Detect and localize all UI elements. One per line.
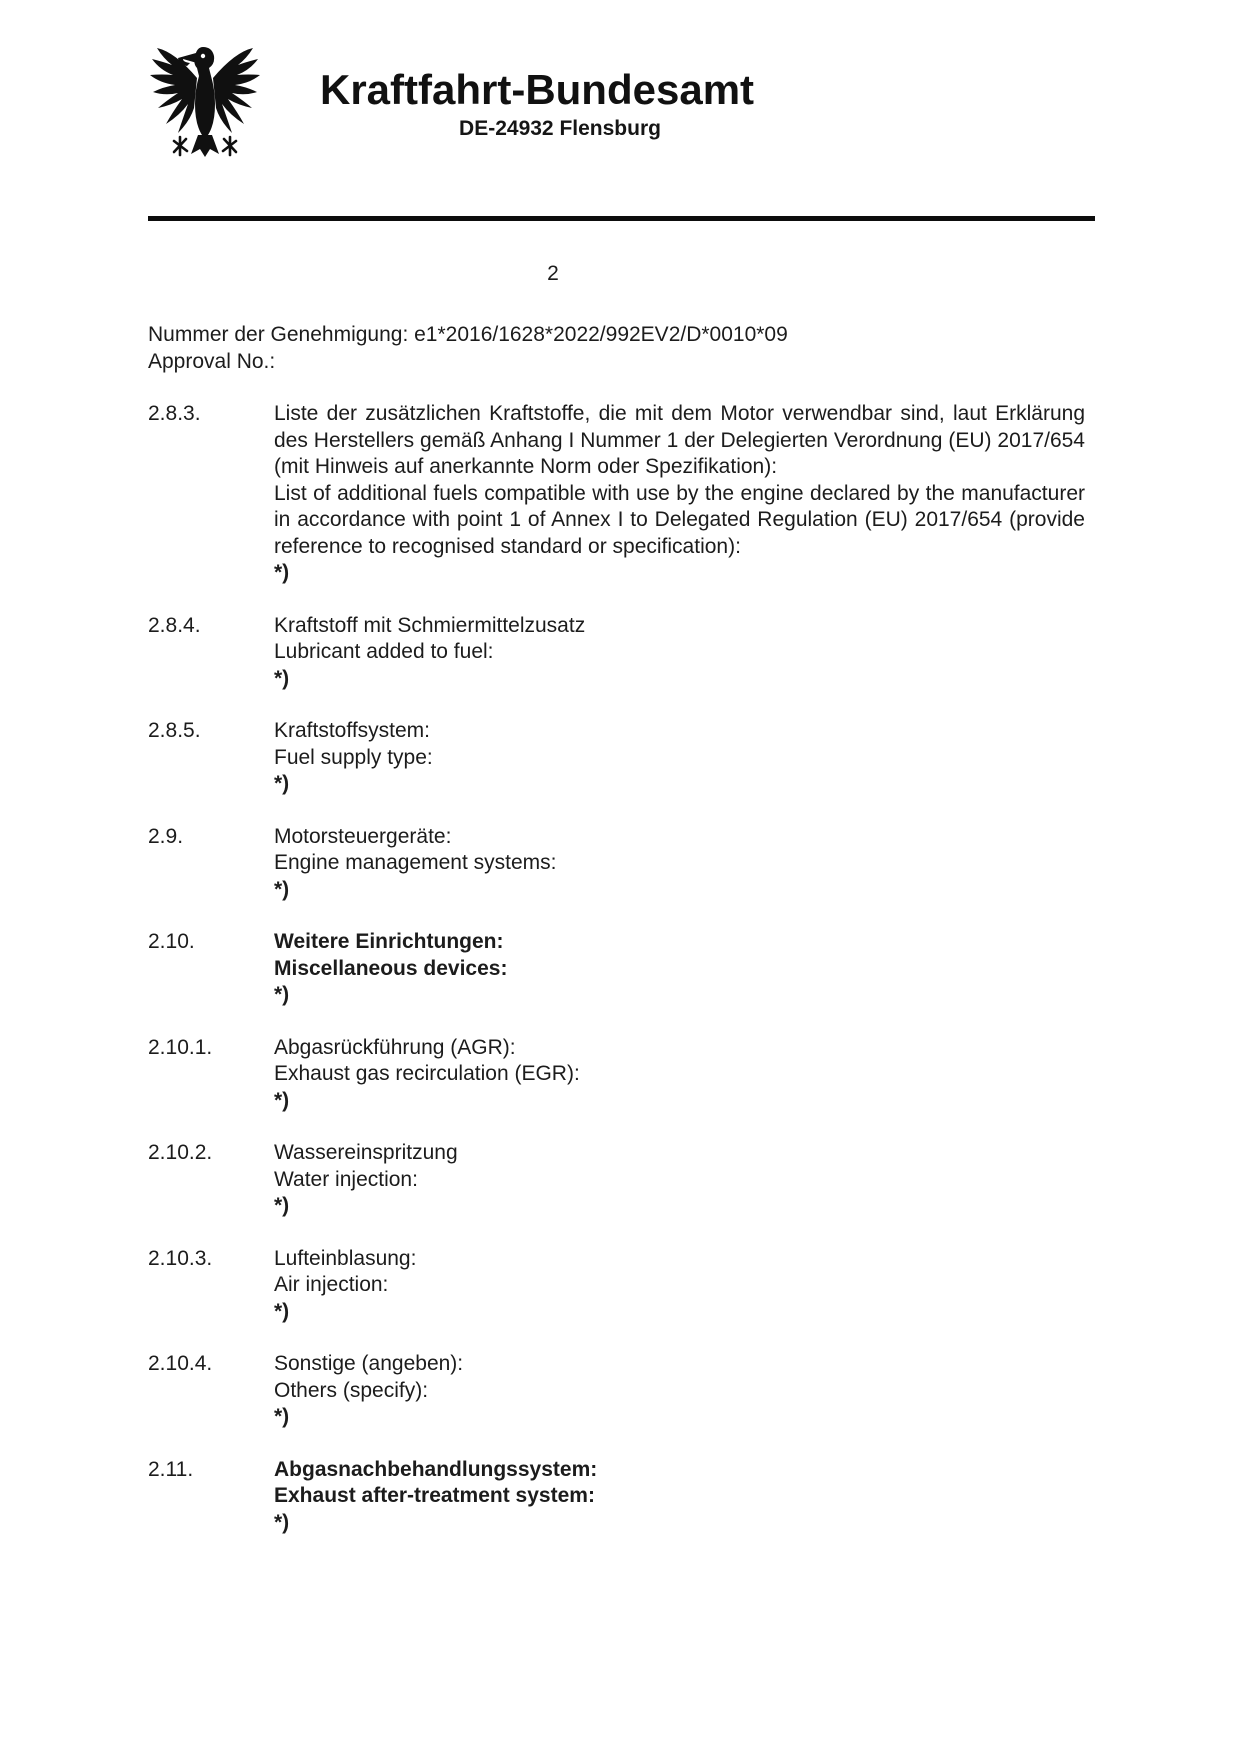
section-2-8-5 [148, 718, 1095, 798]
section-text-en: Exhaust gas recirculation (EGR): [274, 1062, 580, 1085]
footnote-marker: *) [274, 666, 290, 690]
footnote-marker: *) [274, 1299, 290, 1323]
section-number: 2.8.4. [148, 613, 201, 637]
document-body [148, 322, 1095, 1562]
section-text-de: Liste der zusätzlichen Kraftstoffe, die mit dem Motor verwendbar sind, laut Erklärung des Herstellers gemäß Anhang I Nummer 1 der Delegierten Verordnung (EU) 2017/654 (mit Hinweis auf anerkannte Norm oder Spezifikation): [274, 402, 1085, 478]
section-number: 2.10. [148, 930, 195, 953]
section-text-en: Others (specify): [274, 1378, 429, 1402]
section-2-10-2 [148, 1140, 1095, 1220]
section-number: 2.9. [148, 824, 184, 848]
footnote-marker: *) [274, 1510, 290, 1534]
section-text-de: Weitere Einrichtungen: [274, 930, 504, 953]
section-text-en: Air injection: [274, 1273, 389, 1296]
section-2-11 [148, 1457, 1095, 1537]
section-text-de: Sonstige (angeben): [274, 1352, 464, 1375]
section-number: 2.10.3. [148, 1246, 213, 1270]
footnote-marker: *) [274, 561, 290, 584]
section-text-de: Abgasnachbehandlungssystem: [274, 1457, 598, 1481]
section-2-10-4 [148, 1351, 1095, 1431]
section-text-en: Lubricant added to fuel: [274, 640, 494, 663]
section-number: 2.8.5. [148, 719, 201, 742]
section-text-en: Engine management systems: [274, 851, 557, 874]
section-text-en: Miscellaneous devices: [274, 956, 508, 980]
section-text-de: Lufteinblasung: [274, 1246, 417, 1270]
footnote-marker: *) [274, 1088, 290, 1112]
section-2-9 [148, 824, 1095, 904]
page-number: 2 [547, 262, 559, 285]
section-text-de: Kraftstoff mit Schmiermittelzusatz [274, 613, 586, 637]
section-2-10 [148, 929, 1095, 1009]
section-number: 2.11. [148, 1457, 194, 1481]
section-text-de: Abgasrückführung (AGR): [274, 1035, 516, 1059]
federal-eagle-icon [144, 38, 266, 162]
agency-location: DE-24932 Flensburg [459, 117, 661, 140]
approval-number-block [148, 322, 1095, 375]
section-2-8-4 [148, 613, 1095, 693]
section-text-de: Wassereinspritzung [274, 1141, 458, 1164]
section-text-en: Fuel supply type: [274, 745, 433, 769]
section-text-en: Water injection: [274, 1167, 418, 1191]
footnote-marker: *) [274, 1194, 290, 1217]
section-2-10-1 [148, 1035, 1095, 1115]
section-2-10-3 [148, 1246, 1095, 1326]
section-text-de: Motorsteuergeräte: [274, 824, 452, 848]
footnote-marker: *) [274, 983, 290, 1006]
section-text-en: List of additional fuels compatible with use by the engine declared by the manufacturer in accordance with point 1 of Annex I to Delegated Regulation (EU) 2017/654 (provide reference to recognised standard or specification): [274, 481, 1085, 558]
section-text-de: Kraftstoffsystem: [274, 719, 430, 742]
approval-line-de: Nummer der Genehmigung: e1*2016/1628*2022/992EV2/D*0010*09 [148, 323, 788, 346]
agency-name: Kraftfahrt-Bundesamt [320, 66, 755, 113]
footnote-marker: *) [274, 877, 290, 901]
footnote-marker: *) [274, 1405, 290, 1428]
section-number: 2.8.3. [148, 402, 201, 425]
section-number: 2.10.1. [148, 1035, 213, 1059]
approval-line-en: Approval No.: [148, 349, 276, 373]
footnote-marker: *) [274, 772, 290, 795]
section-text-en: Exhaust after-treatment system: [274, 1484, 595, 1507]
header-rule [148, 216, 1095, 221]
section-number: 2.10.2. [148, 1141, 213, 1164]
section-number: 2.10.4. [148, 1352, 213, 1375]
section-2-8-3 [148, 401, 1095, 587]
